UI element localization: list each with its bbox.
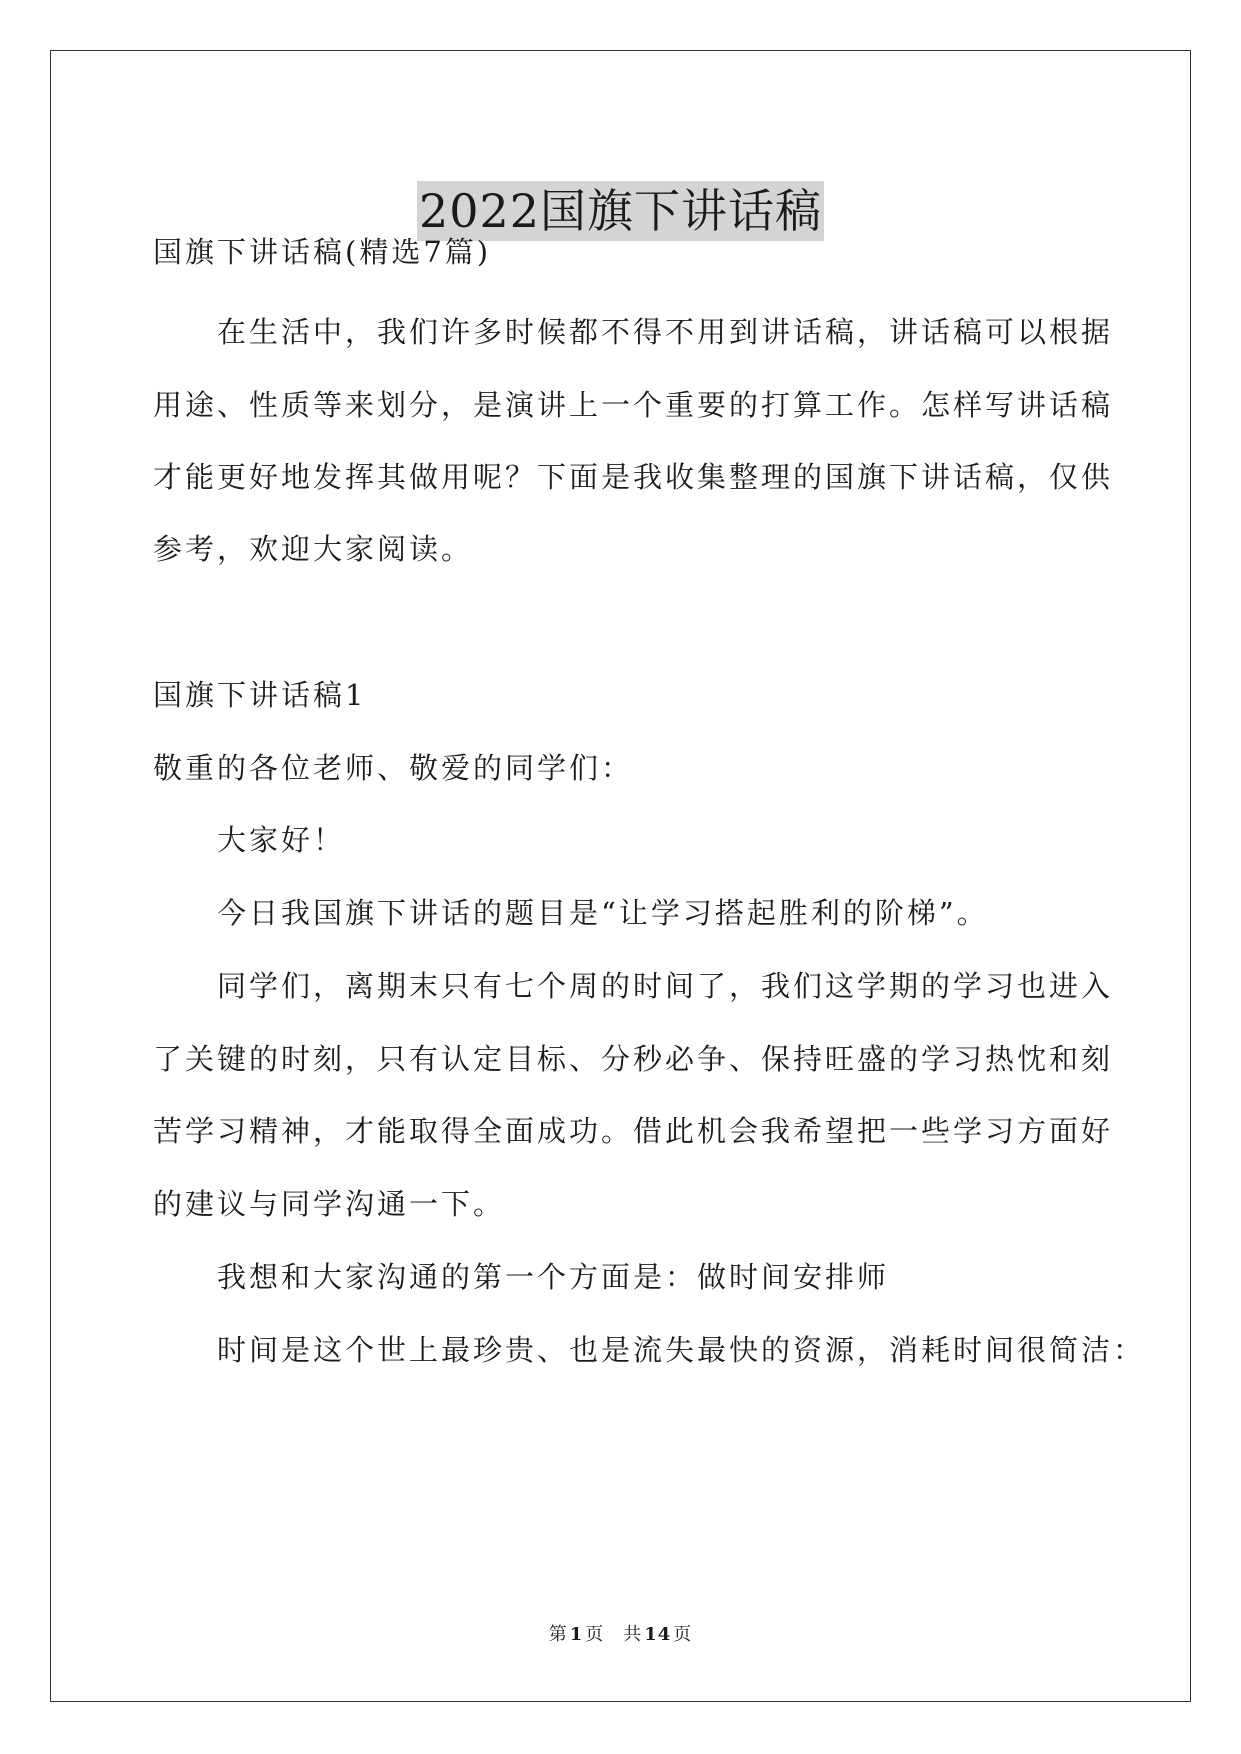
body-line: 时间是这个世上最珍贵、也是流失最快的资源，消耗时间很简洁： (153, 1333, 1146, 1367)
body-line: 苦学习精神，才能取得全面成功。借此机会我希望把一些学习方面好 (153, 1114, 1114, 1148)
body-line: 的建议与同学沟通一下。 (153, 1187, 506, 1221)
body-line: 参考，欢迎大家阅读。 (153, 532, 474, 566)
footer-mid: 页 共 (585, 1624, 643, 1645)
body-line: 国旗下讲话稿(精选7篇) (153, 235, 492, 269)
body-line: 今日我国旗下讲话的题目是“让学习搭起胜利的阶梯”。 (153, 896, 989, 930)
page-border (50, 50, 1191, 1702)
current-page-number: 1 (569, 1624, 584, 1645)
footer-prefix: 第 (548, 1624, 568, 1645)
body-line: 我想和大家沟通的第一个方面是：做时间安排师 (153, 1260, 890, 1294)
page-footer (0, 1620, 1241, 1646)
footer-suffix: 页 (673, 1624, 693, 1645)
body-line: 用途、性质等来划分，是演讲上一个重要的打算工作。怎样写讲话稿 (153, 388, 1114, 422)
body-line: 在生活中，我们许多时候都不得不用到讲话稿，讲话稿可以根据 (153, 315, 1114, 349)
total-page-count: 14 (644, 1624, 672, 1645)
section-heading: 国旗下讲话稿1 (153, 678, 367, 712)
body-line: 了关键的时刻，只有认定目标、分秒必争、保持旺盛的学习热忱和刻 (153, 1042, 1114, 1076)
body-line: 敬重的各位老师、敬爱的同学们： (153, 751, 634, 785)
document-title: 2022国旗下讲话稿 (417, 181, 824, 241)
body-line: 同学们，离期末只有七个周的时间了，我们这学期的学习也进入 (153, 969, 1114, 1003)
body-line: 大家好！ (153, 823, 346, 857)
body-line: 才能更好地发挥其做用呢？下面是我收集整理的国旗下讲话稿，仅供 (153, 460, 1114, 494)
